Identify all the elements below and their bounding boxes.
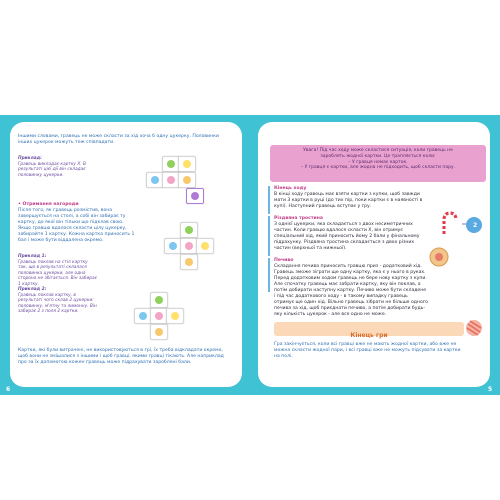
example-1 <box>18 156 90 178</box>
left-page <box>10 122 242 387</box>
page-number-right: 5 <box>488 386 493 393</box>
warning-line-2: зароблять жодної картки. Це трапляється коли: <box>320 153 436 159</box>
section-title-end-of-turn: Кінець ходу <box>274 186 307 191</box>
example-1-text: Гравець викладає картку Х. В результаті цієї дії він складає половинку цукерки. <box>18 161 86 178</box>
candy-tile <box>186 188 204 204</box>
candy-tile <box>196 238 214 254</box>
candy-tile <box>166 308 184 324</box>
section-divider-line <box>268 258 270 292</box>
section-text-end-of-turn: В кінці ходу гравець має взяти картки з купки, щоб завжди мати 3 картки в руці (до тих пір, поки картки є в наявності в купі). Наступний гравець вступає у гру. <box>274 192 423 209</box>
cookie-icon <box>428 246 450 268</box>
final-banner-title: Кінець гри <box>350 332 388 339</box>
example-3 <box>18 287 98 315</box>
warning-line-3: – У гравця немає карток. <box>348 159 408 165</box>
section-title-cookie: Печиво <box>274 258 294 263</box>
example-2-title: Приклад 1: <box>18 254 47 259</box>
example-2-text: Гравець поклав на стіл картку так, що в результаті склалася половинка цукерки, але одна сторона не збігається. Він забирає 1 картку. <box>18 259 97 287</box>
warning-line-4: – У гравця є картки, але жодна не підходить, щоб скласти пару. <box>300 165 456 171</box>
candy-tile <box>150 324 168 340</box>
candy-tile <box>178 172 196 188</box>
final-banner <box>274 322 464 339</box>
warning-line-1: Увага! Під час ходу може скластися ситуація, коли гравець не <box>303 148 453 153</box>
example-3-title: Приклад 2: <box>18 287 47 292</box>
section-divider-line <box>268 186 270 214</box>
section-text-cookie: Складання печива приносить гравцю приз - додатковий хід. Гравець зможе зіграти ще одну картку, яка є у нього в руках. Перед додатковим ходом гравець не бере нову картку з купи. Але спочатку гравець має забрати картку, яку він поклав, а потім добирати наступну картку. Печиво може бути складене і під час додаткового ходу - в такому випадку гравець отримує ще один хід. Вільно гравець зібрати не більше одного печива за хід, щоб приєднати печиво, а потім добирати будь-яку кількість цукерок - але все одно не може. <box>274 264 428 317</box>
candy-tile <box>150 292 168 308</box>
example-1-title: Приклад: <box>18 156 42 161</box>
example-2 <box>18 254 98 288</box>
warning-box <box>270 145 486 182</box>
candy-tile <box>180 222 198 238</box>
left-outro-text: Картки, які були витрачені, не використовуються в грі, їх треба відкладати окремо, щоб вони не змішалися з іншими і щоб гравці, якими гравці тікають. Але наприклад про за їх допомогою кожен гравець може підрахувати зароблені бали. <box>18 348 224 365</box>
section-text-reward: Після того, як гравець розмістив, вона завершується на столі, а собі він забирає ту картку, до якої він тільки що підклав свою. Якщо гравцю вдалося скласти цілу цукерку, забирайте 1 картку. Кожна картка приносить 1 бал і може бути віддалена окремо. <box>18 208 135 243</box>
points-label: 2 <box>473 222 478 229</box>
candy-tile <box>178 156 196 172</box>
section-title-candy-cane: Різдвяна тростина <box>274 216 324 221</box>
example-3-text: Гравець поклав картку, в результаті чого склав 2 цукерки: половинку, м'ятну та лимонну. Він забирає 2 з поля 2 картки. <box>18 292 97 315</box>
section-title-reward: • Отримання нагороди <box>18 202 79 207</box>
section-text-candy-cane: З однієї цукерки, яка складається з двох несиметричних частин. Коли гравцю вдалося скласти X, він отримує спеціальний хід, який приносить йому 2 бали у фінальному підрахунку. Різдвяна тростина складається з двох різних частин (верхньої та нижньої). <box>274 222 420 251</box>
section-divider-line <box>268 216 270 256</box>
page-number-left: 6 <box>6 386 11 393</box>
striped-candy-icon <box>464 318 484 338</box>
left-intro-text: Іншими словами, гравець не може скласти за хід хоча б одну цукерку. Половинки інших цукерок можуть теж співпадати. <box>18 134 219 145</box>
candy-tile <box>180 254 198 270</box>
section-text-end-of-game: Гра закінчується, коли всі гравці вже не мають жодної картки, або вже не можна скласти жодної пари, і всі гравці вже не можуть підсувати за картки на полі. <box>274 342 461 359</box>
